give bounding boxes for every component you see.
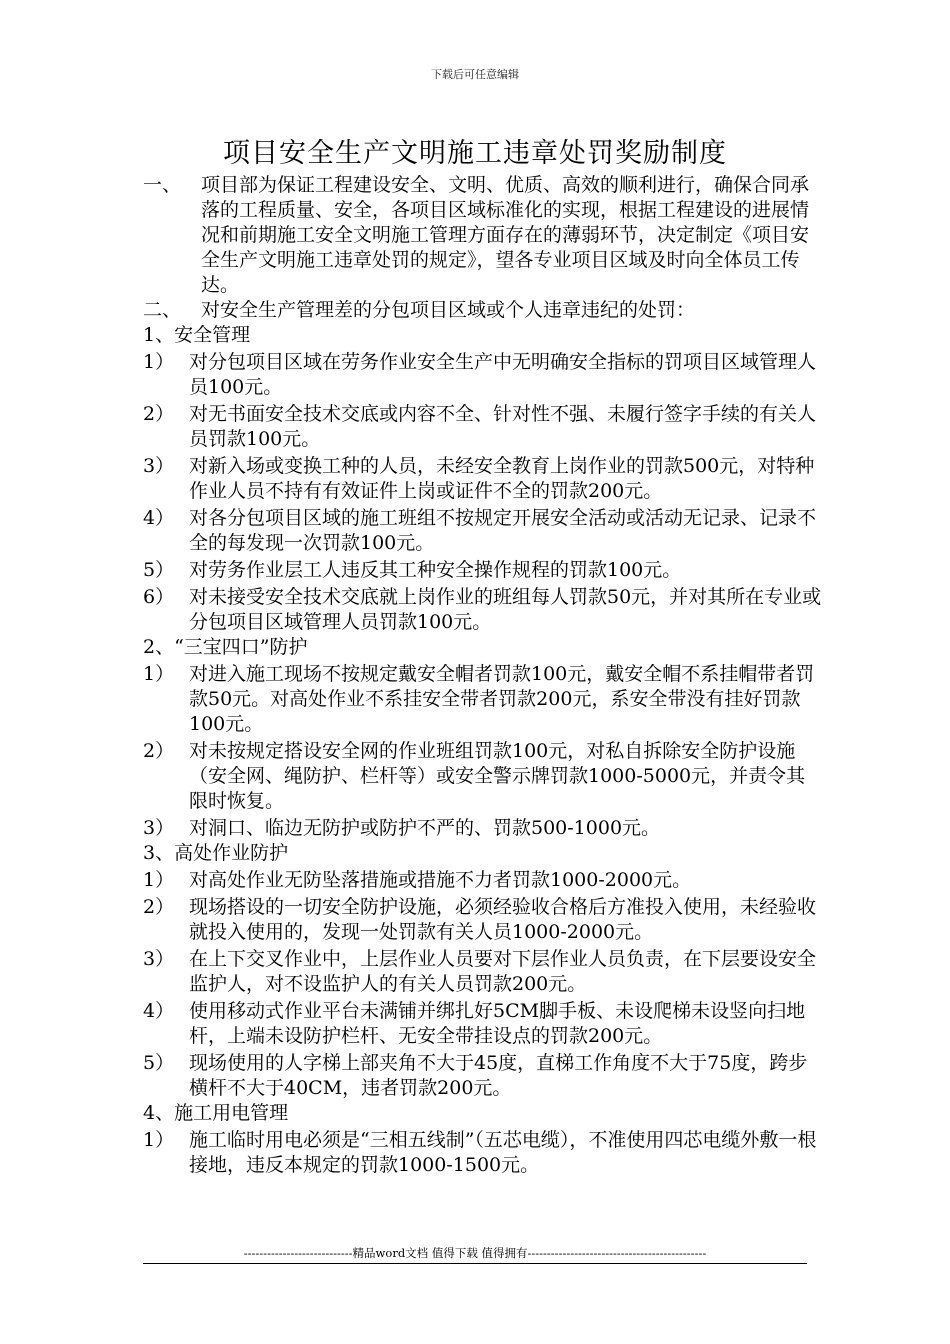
section-1 (143, 173, 823, 298)
item-number: 1） (143, 663, 175, 685)
item-text: 对劳务作业层工人违反其工种安全操作规程的罚款100元。 (189, 559, 682, 581)
list-item (143, 947, 823, 997)
item-number: 1） (143, 869, 175, 891)
item-number: 2） (143, 740, 175, 762)
list-item (143, 585, 823, 635)
list-item (143, 402, 823, 452)
item-text: 现场搭设的一切安全防护设施，必须经验收合格后方准投入使用，未经验收就投入使用的，发现一处罚款有关人员1000-2000元。 (189, 896, 817, 943)
item-number: 3） (143, 817, 175, 839)
page-title: 项目安全生产文明施工违章处罚奖励制度 (223, 138, 727, 169)
group-heading-work-at-height: 3、高处作业防护 (143, 842, 289, 864)
group-heading-electricity: 4、施工用电管理 (143, 1102, 289, 1124)
list-item (143, 999, 823, 1049)
list-item (143, 350, 823, 400)
item-text: 对洞口、临边无防护或防护不严的、罚款500-1000元。 (189, 817, 661, 839)
list-item (143, 1051, 823, 1101)
item-number: 1） (143, 351, 175, 373)
item-number: 5） (143, 1052, 175, 1074)
item-text: 对高处作业无防坠落措施或措施不力者罚款1000-2000元。 (189, 869, 692, 891)
item-text: 施工临时用电必须是“三相五线制”（五芯电缆），不准使用四芯电缆外敷一根接地，违反本规定的罚款1000-1500元。 (189, 1129, 817, 1176)
item-text: 对未接受安全技术交底就上岗作业的班组每人罚款50元，并对其所在专业或分包项目区域管理人员罚款100元。 (189, 586, 822, 633)
document-body (143, 173, 823, 1178)
list-item (143, 454, 823, 504)
item-text: 在上下交叉作业中，上层作业人员要对下层作业人员负责，在下层要设安全监护人，对不设监护人的有关人员罚款200元。 (189, 948, 817, 995)
item-number: 4） (143, 507, 175, 529)
group-heading-safety-management: 1、安全管理 (143, 324, 251, 346)
list-item (143, 816, 823, 841)
list-item (143, 558, 823, 583)
item-number: 3） (143, 455, 175, 477)
item-number: 5） (143, 559, 175, 581)
footer-note: ----------------------------精品word文档 值得下载 值得拥有---------------------------------------------- (243, 1246, 707, 1260)
group-heading-three-treasures: 2、“三宝四口”防护 (143, 636, 308, 658)
item-number: 2） (143, 403, 175, 425)
item-text: 对新入场或变换工种的人员，未经安全教育上岗作业的罚款500元，对特种作业人员不持有有效证件上岗或证件不全的罚款200元。 (189, 455, 815, 502)
item-text: 对各分包项目区域的施工班组不按规定开展安全活动或活动无记录、记录不全的每发现一次罚款100元。 (189, 507, 817, 554)
item-number: 3） (143, 948, 175, 970)
item-number: 2） (143, 896, 175, 918)
section-number: 二、 (143, 299, 182, 321)
list-item (143, 739, 823, 814)
item-text: 对未按规定搭设安全网的作业班组罚款100元，对私自拆除安全防护设施（安全网、绳防护、栏杆等）或安全警示牌罚款1000-5000元，并责令其限时恢复。 (189, 740, 806, 812)
header-note: 下载后可任意编辑 (431, 68, 519, 81)
list-item (143, 662, 823, 737)
list-item (143, 1128, 823, 1178)
item-number: 1） (143, 1129, 175, 1151)
footer-divider (143, 1263, 807, 1264)
section-text: 项目部为保证工程建设安全、文明、优质、高效的顺利进行，确保合同承落的工程质量、安全，各项目区域标准化的实现，根据工程建设的进展情况和前期施工安全文明施工管理方面存在的薄弱环节，决定制定《项目安全生产文明施工违章处罚的规定》，望各专业项目区域及时向全体员工传达。 (201, 174, 810, 296)
item-text: 对进入施工现场不按规定戴安全帽者罚款100元，戴安全帽不系挂帽带者罚款50元。对高处作业不系挂安全带者罚款200元，系安全带没有挂好罚款100元。 (189, 663, 815, 735)
section-text: 对安全生产管理差的分包项目区域或个人违章违纪的处罚： (201, 299, 696, 321)
list-item (143, 868, 823, 893)
list-item (143, 506, 823, 556)
item-number: 6） (143, 586, 175, 608)
item-text: 现场使用的人字梯上部夹角不大于45度，直梯工作角度不大于75度，跨步横杆不大于40CM，违者罚款200元。 (189, 1052, 808, 1099)
item-text: 对分包项目区域在劳务作业安全生产中无明确安全指标的罚项目区域管理人员100元。 (189, 351, 817, 398)
list-item (143, 895, 823, 945)
item-text: 对无书面安全技术交底或内容不全、针对性不强、未履行签字手续的有关人员罚款100元。 (189, 403, 817, 450)
item-text: 使用移动式作业平台未满铺并绑扎好5CM脚手板、未设爬梯未设竖向扫地杆，上端未设防护栏杆、无安全带挂设点的罚款200元。 (189, 1000, 806, 1047)
section-number: 一、 (143, 174, 182, 196)
item-number: 4） (143, 1000, 175, 1022)
section-2 (143, 298, 823, 323)
